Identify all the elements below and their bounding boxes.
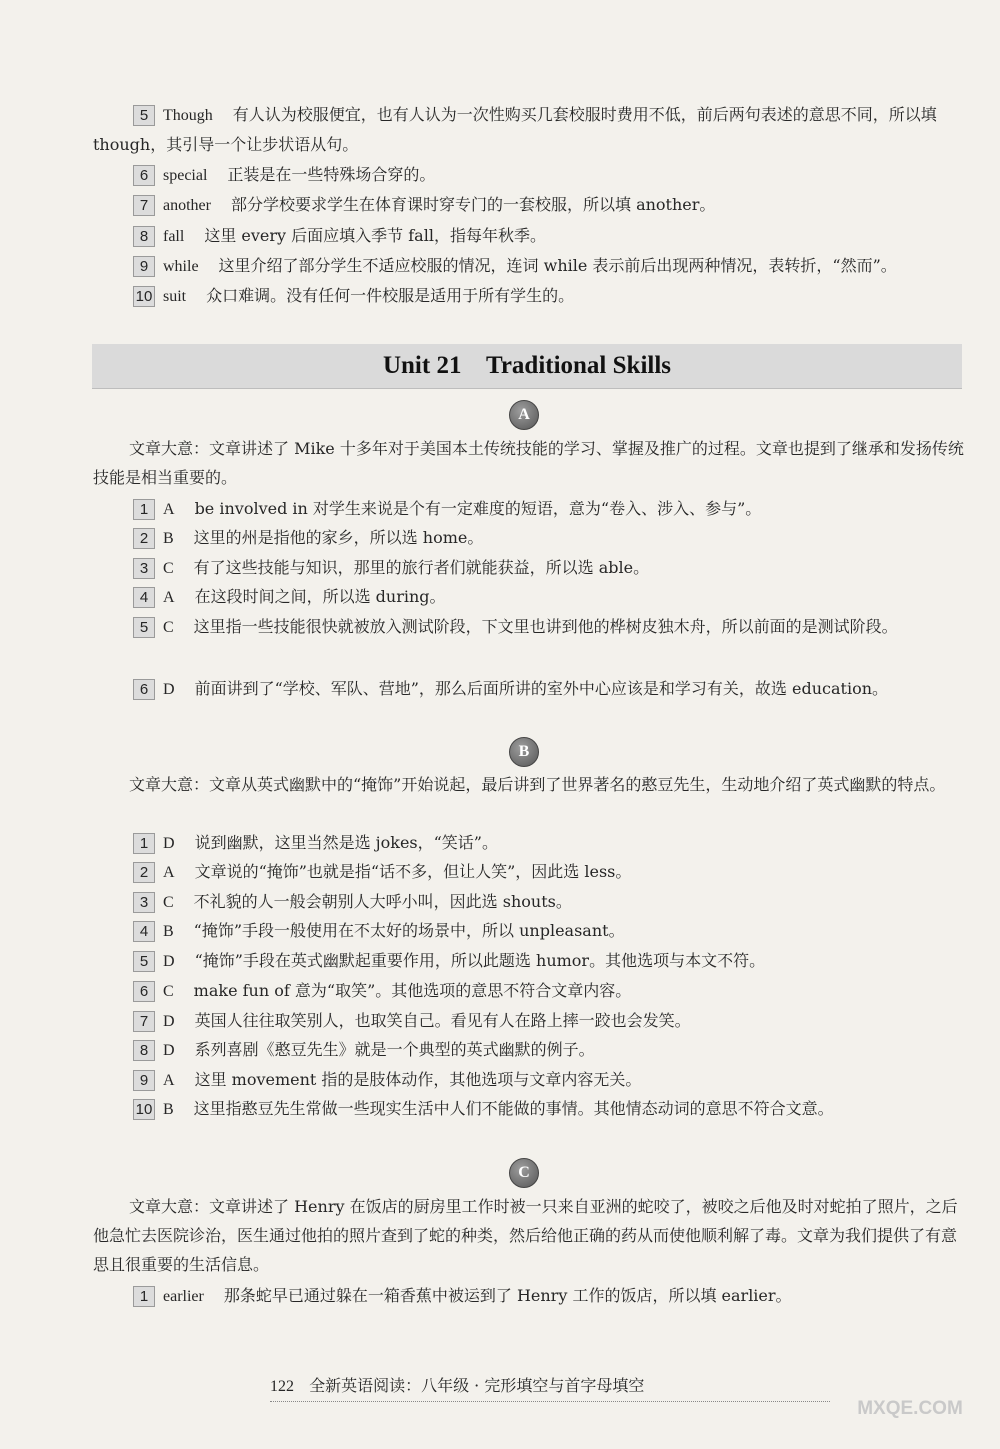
- item-number: 5: [133, 105, 155, 126]
- item-explanation: 这里介绍了部分学生不适应校服的情况，连词 while 表示前后出现两种情况，表转折，“然而”。: [218, 256, 897, 275]
- item-number: 1: [133, 1286, 155, 1307]
- item-number: 5: [133, 617, 155, 638]
- item-answer: earlier: [163, 1288, 204, 1305]
- item-explanation: 说到幽默，这里当然是选 jokes，“笑话”。: [194, 833, 498, 852]
- item-number: 9: [133, 1070, 155, 1091]
- item-explanation: 有了这些技能与知识，那里的旅行者们就能获益，所以选 able。: [193, 558, 650, 577]
- answer-item: [93, 612, 964, 642]
- item-number: 7: [133, 1011, 155, 1032]
- item-number: 2: [133, 528, 155, 549]
- item-number: 1: [133, 833, 155, 854]
- section-a-summary: 文章大意：文章讲述了 Mike 十多年对于美国本土传统技能的学习、掌握及推广的过程。文章也提到了继承和发扬传统技能是相当重要的。: [93, 439, 964, 487]
- answer-item: [93, 523, 964, 553]
- item-explanation: 系列喜剧《憨豆先生》就是一个典型的英式幽默的例子。: [194, 1040, 595, 1059]
- item-explanation: 在这段时间之间，所以选 during。: [194, 587, 446, 606]
- section-a-badge: A: [509, 400, 539, 430]
- item-answer: while: [163, 258, 199, 275]
- answer-item: [93, 674, 964, 704]
- section-c-badge: C: [509, 1158, 539, 1188]
- item-number: 1: [133, 499, 155, 520]
- book-title: 全新英语阅读：八年级 · 完形填空与首字母填空: [309, 1376, 645, 1395]
- item-number: 10: [133, 286, 155, 307]
- item-number: 9: [133, 256, 155, 277]
- answer-item: [93, 251, 964, 281]
- item-number: 6: [133, 981, 155, 1002]
- section-b-badge: B: [509, 737, 539, 767]
- item-answer: another: [163, 197, 211, 214]
- item-number: 4: [133, 587, 155, 608]
- item-answer: D: [163, 953, 175, 970]
- answer-item: [93, 100, 964, 159]
- answer-item: [93, 1065, 964, 1095]
- answer-item: [93, 494, 964, 524]
- item-number: 6: [133, 679, 155, 700]
- item-explanation: 这里 movement 指的是肢体动作，其他选项与文章内容无关。: [194, 1070, 642, 1089]
- page-number: 122: [270, 1378, 294, 1395]
- answer-item: [93, 916, 964, 946]
- item-explanation: “掩饰”手段一般使用在不太好的场景中，所以 unpleasant。: [193, 921, 625, 940]
- item-answer: Though: [163, 107, 213, 124]
- section-c-summary: 文章大意：文章讲述了 Henry 在饭店的厨房里工作时被一只来自亚洲的蛇咬了，被咬之后他及时对蛇拍了照片，之后他急忙去医院诊治，医生通过他拍的照片查到了蛇的种类，然后给他正确的药从而使他顺利解了毒。文章为我们提供了有意思且很重要的生活信息。: [93, 1197, 958, 1274]
- item-number: 3: [133, 892, 155, 913]
- answer-item: [93, 887, 964, 917]
- item-explanation: “掩饰”手段在英式幽默起重要作用，所以此题选 humor。其他选项与本文不符。: [194, 951, 766, 970]
- item-answer: A: [163, 1072, 175, 1089]
- item-answer: B: [163, 1101, 174, 1118]
- item-answer: D: [163, 681, 175, 698]
- item-answer: suit: [163, 288, 187, 305]
- item-explanation: 不礼貌的人一般会朝别人大呼小叫，因此选 shouts。: [193, 892, 572, 911]
- item-answer: D: [163, 1013, 175, 1030]
- item-answer: C: [163, 619, 174, 636]
- answer-item: [93, 946, 964, 976]
- unit-title: Unit 21 Traditional Skills: [382, 352, 672, 379]
- item-explanation: 这里指一些技能很快就被放入测试阶段，下文里也讲到他的桦树皮独木舟，所以前面的是测试阶段。: [193, 617, 898, 636]
- item-answer: A: [163, 501, 175, 518]
- item-explanation: 文章说的“掩饰”也就是指“话不多，但让人笑”，因此选 less。: [194, 862, 632, 881]
- item-explanation: be involved in 对学生来说是个有一定难度的短语，意为“卷入、涉入、参与”。: [194, 499, 762, 518]
- item-explanation: 众口难调。没有任何一件校服是适用于所有学生的。: [206, 286, 575, 305]
- item-number: 5: [133, 951, 155, 972]
- item-explanation: 这里指憨豆先生常做一些现实生活中人们不能做的事情。其他情态动词的意思不符合文意。: [193, 1099, 834, 1118]
- item-answer: B: [163, 923, 174, 940]
- item-number: 2: [133, 862, 155, 883]
- page-footer: [270, 1371, 830, 1402]
- answer-item: [93, 1094, 964, 1124]
- item-number: 8: [133, 1040, 155, 1061]
- answer-item: [93, 857, 964, 887]
- item-answer: A: [163, 864, 175, 881]
- item-answer: B: [163, 530, 174, 547]
- item-explanation: 这里的州是指他的家乡，所以选 home。: [193, 528, 484, 547]
- item-answer: A: [163, 589, 175, 606]
- section-b-summary: 文章大意：文章从英式幽默中的“掩饰”开始说起，最后讲到了世界著名的憨豆先生，生动地介绍了英式幽默的特点。: [129, 775, 946, 794]
- item-explanation: 正装是在一些特殊场合穿的。: [227, 165, 436, 184]
- unit-banner: [92, 344, 962, 389]
- answer-item: [93, 1006, 964, 1036]
- item-number: 3: [133, 558, 155, 579]
- answer-item: [93, 190, 964, 220]
- answer-item: [93, 553, 964, 583]
- item-number: 7: [133, 195, 155, 216]
- item-explanation: 前面讲到了“学校、军队、营地”，那么后面所讲的室外中心应该是和学习有关，故选 education。: [194, 679, 889, 698]
- item-number: 8: [133, 226, 155, 247]
- item-answer: C: [163, 560, 174, 577]
- answer-item: [93, 582, 964, 612]
- item-explanation: 这里 every 后面应填入季节 fall，指每年秋季。: [204, 226, 546, 245]
- item-answer: special: [163, 167, 208, 184]
- answer-item: [93, 976, 964, 1006]
- item-explanation: make fun of 意为“取笑”。其他选项的意思不符合文章内容。: [193, 981, 632, 1000]
- item-answer: D: [163, 1042, 175, 1059]
- answer-item: [93, 1035, 964, 1065]
- item-answer: C: [163, 983, 174, 1000]
- item-number: 10: [133, 1099, 155, 1120]
- answer-item: [93, 221, 964, 251]
- item-explanation: 英国人往往取笑别人，也取笑自己。看见有人在路上摔一跤也会发笑。: [194, 1011, 691, 1030]
- item-answer: C: [163, 894, 174, 911]
- item-explanation: 部分学校要求学生在体育课时穿专门的一套校服，所以填 another。: [230, 195, 716, 214]
- item-explanation: 有人认为校服便宜，也有人认为一次性购买几套校服时费用不低，前后两句表述的意思不同，所以填 though，其引导一个让步状语从句。: [93, 105, 937, 154]
- item-number: 4: [133, 921, 155, 942]
- item-answer: fall: [163, 228, 185, 245]
- answer-item: [93, 160, 964, 190]
- watermark-logo: MXQE.COM: [857, 1398, 963, 1419]
- item-explanation: 那条蛇早已通过躲在一箱香蕉中被运到了 Henry 工作的饭店，所以填 earlier。: [223, 1286, 792, 1305]
- item-number: 6: [133, 165, 155, 186]
- answer-item: [93, 281, 964, 311]
- answer-item: [93, 1281, 964, 1311]
- answer-item: [93, 828, 964, 858]
- item-answer: D: [163, 835, 175, 852]
